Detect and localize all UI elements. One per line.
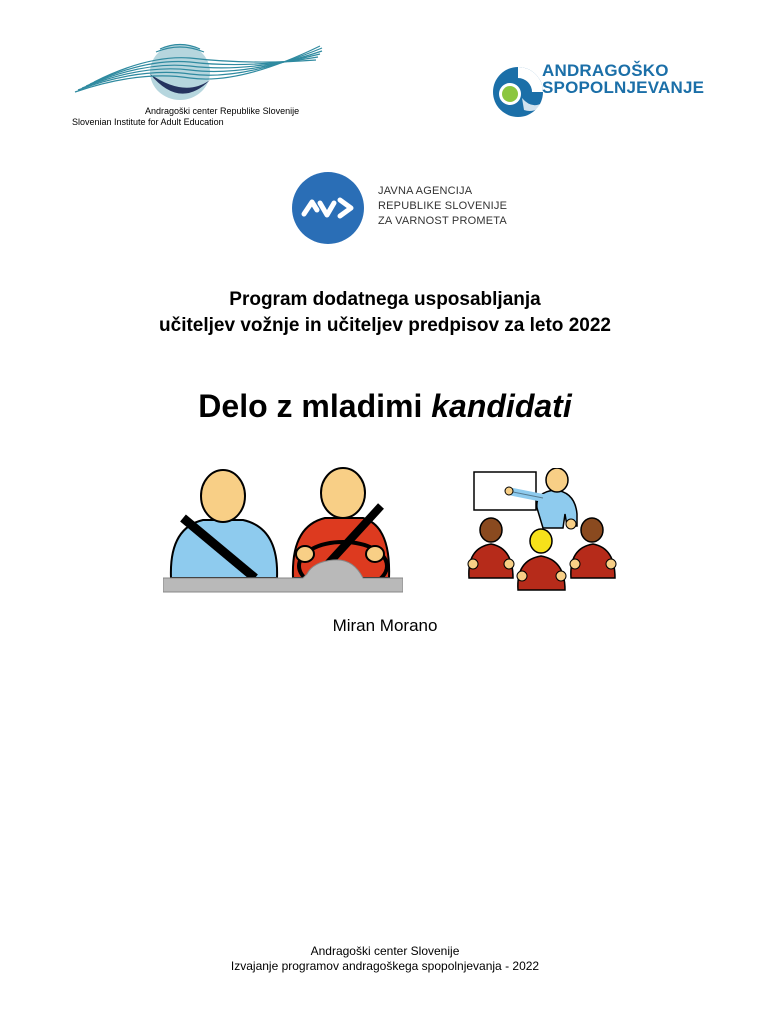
student-center <box>517 529 566 590</box>
as-logo <box>492 58 732 128</box>
avp-line3: ZA VARNOST PROMETA <box>378 215 507 227</box>
title-plain: Delo z mladimi <box>198 388 432 424</box>
avp-arrow-emblem <box>290 170 366 246</box>
as-wordmark <box>542 62 704 96</box>
student-left <box>468 518 514 578</box>
footer-line1: Andragoški center Slovenije <box>310 944 460 958</box>
footer <box>0 944 770 974</box>
document-title <box>0 388 770 425</box>
avp-line1: JAVNA AGENCIJA <box>378 185 473 197</box>
program-subtitle <box>0 287 770 339</box>
avp-logo <box>290 170 530 246</box>
classroom-illustration <box>465 468 619 594</box>
title-italic: kandidati <box>431 388 572 424</box>
author-name: Miran Morano <box>332 616 438 635</box>
car-driving-illustration <box>163 466 403 594</box>
student-right <box>570 518 616 578</box>
avp-line2: REPUBLIKE SLOVENIJE <box>378 200 508 212</box>
acs-wave-emblem <box>70 40 330 110</box>
footer-line2: Izvajanje programov andragoškega spopolnjevanja - 2022 <box>230 959 540 973</box>
as-line1: ANDRAGOŠKO <box>542 61 669 80</box>
as-line2: SPOPOLNJEVANJE <box>542 78 705 97</box>
acs-logo <box>70 40 330 135</box>
acs-name-slovenian: Andragoški center Republike Slovenije <box>145 106 300 116</box>
subtitle-line1: Program dodatnega usposabljanja <box>229 289 541 310</box>
acs-name-english: Slovenian Institute for Adult Education <box>72 117 224 127</box>
subtitle-line2: učiteljev vožnje in učiteljev predpisov za leto 2022 <box>159 315 611 336</box>
avp-wordmark <box>378 184 507 229</box>
instructor-figure <box>171 470 277 578</box>
